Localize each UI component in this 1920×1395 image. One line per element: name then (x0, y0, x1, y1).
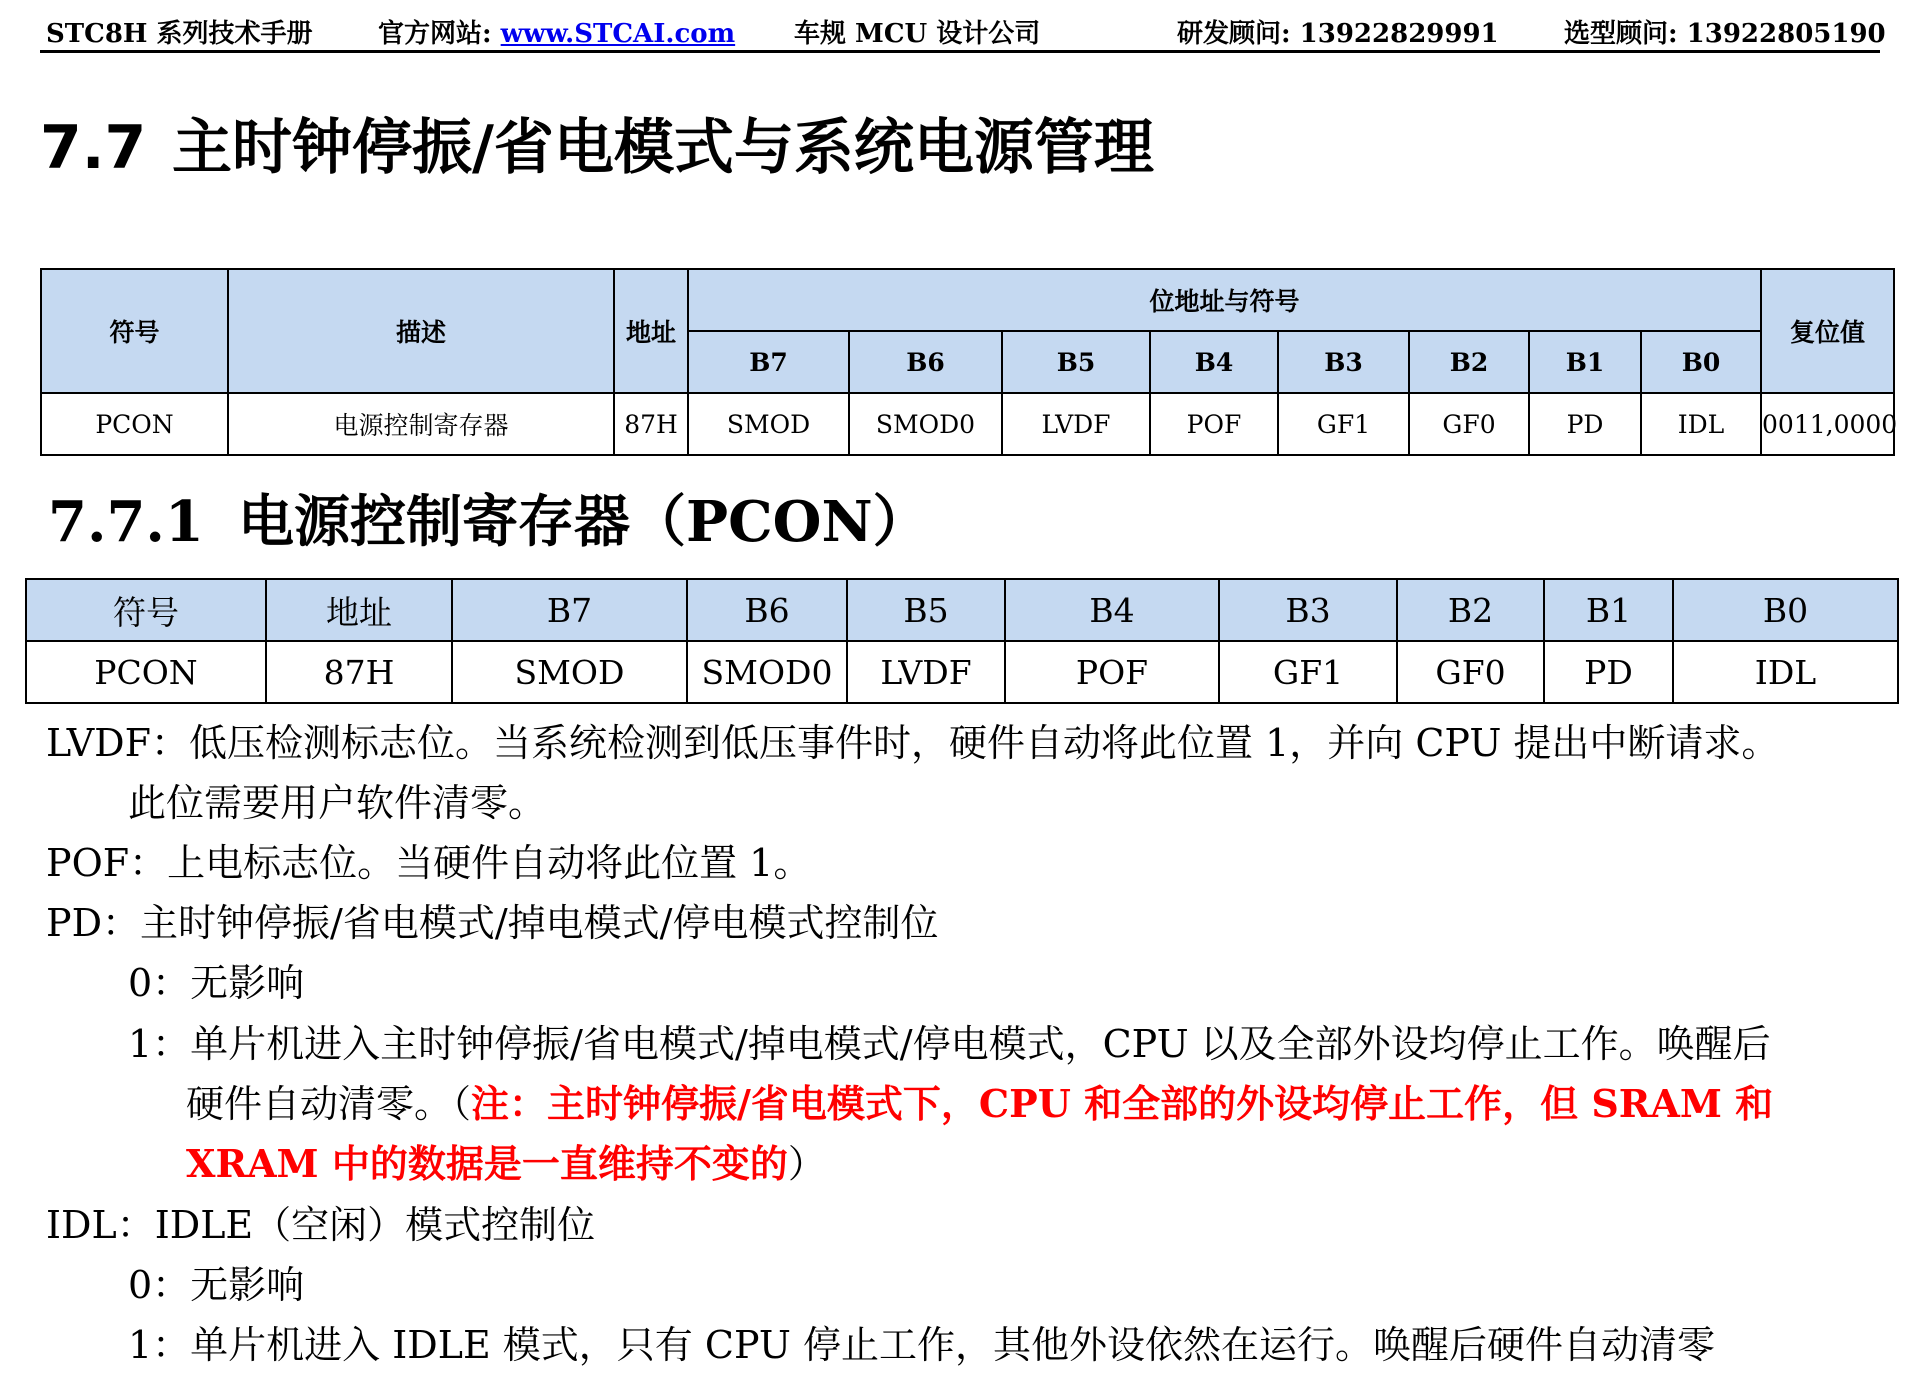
cell-bit: GF0 (1409, 393, 1529, 455)
th-bit: B7 (688, 331, 849, 393)
site-link[interactable]: www.STCAI.com (500, 19, 736, 49)
section-title: 主时钟停振/省电模式与系统电源管理 (172, 113, 1154, 183)
cell-bit: POF (1005, 641, 1219, 703)
th-bit: B2 (1409, 331, 1529, 393)
official-site (378, 13, 735, 50)
th-description: 描述 (228, 269, 614, 393)
cell-bit: POF (1150, 393, 1278, 455)
cell-symbol: PCON (26, 641, 266, 703)
cell-bit: SMOD (452, 641, 687, 703)
pof-description: POF：上电标志位。当硬件自动将此位置 1。 (46, 841, 812, 885)
selection-contact: 选型顾问: 13922805190 (1564, 19, 1886, 49)
cell-reset-value: 0011,0000 (1761, 393, 1894, 455)
cell-bit: SMOD0 (687, 641, 847, 703)
th-reset-value: 复位值 (1761, 269, 1894, 393)
pd-note-cont (186, 1133, 826, 1188)
subsection-title: 电源控制寄存器（PCON） (238, 489, 929, 555)
cell-address: 87H (614, 393, 688, 455)
cell-bit: IDL (1641, 393, 1761, 455)
section-number: 7.7 (40, 113, 147, 183)
cell-bit: GF1 (1219, 641, 1397, 703)
pd-option-0: 0：无影响 (128, 961, 305, 1005)
manual-title: STC8H 系列技术手册 (46, 19, 313, 49)
th-bit-address-symbol: 位地址与符号 (688, 269, 1761, 331)
pd-option-1: 1：单片机进入主时钟停振/省电模式/掉电模式/停电模式，CPU 以及全部外设均停止工作。唤醒后 (128, 1022, 1771, 1066)
th-bit: B4 (1005, 579, 1219, 641)
th-bit: B1 (1529, 331, 1641, 393)
idl-option-0: 0：无影响 (128, 1263, 305, 1307)
subsection-number: 7.7.1 (48, 489, 204, 555)
th-symbol: 符号 (26, 579, 266, 641)
th-bit: B3 (1219, 579, 1397, 641)
pd-option-1-text: 硬件自动清零。（ (186, 1082, 472, 1126)
cell-description: 电源控制寄存器 (228, 393, 614, 455)
cell-bit: SMOD0 (849, 393, 1002, 455)
section-heading (40, 100, 1154, 186)
cell-bit: GF1 (1278, 393, 1409, 455)
pd-title: PD：主时钟停振/省电模式/掉电模式/停电模式控制位 (46, 901, 939, 945)
register-bit-table (25, 578, 1899, 704)
pd-note-close: ） (787, 1142, 826, 1186)
lvdf-description-cont: 此位需要用户软件清零。 (128, 781, 547, 825)
th-bit: B6 (849, 331, 1002, 393)
cell-bit: PD (1529, 393, 1641, 455)
th-bit: B2 (1397, 579, 1544, 641)
cell-bit: GF0 (1397, 641, 1544, 703)
th-bit: B0 (1641, 331, 1761, 393)
cell-bit: SMOD (688, 393, 849, 455)
register-summary-table (40, 268, 1898, 456)
th-bit: B6 (687, 579, 847, 641)
th-address: 地址 (614, 269, 688, 393)
cell-symbol: PCON (41, 393, 228, 455)
th-bit: B5 (1002, 331, 1150, 393)
pd-note-tail: XRAM 中的数据是一直维持不变的 (186, 1141, 788, 1186)
table-row (26, 641, 1898, 703)
th-bit: B3 (1278, 331, 1409, 393)
table-row (41, 393, 1894, 455)
page-header (40, 8, 1886, 53)
cell-bit: LVDF (847, 641, 1005, 703)
cell-bit: PD (1544, 641, 1673, 703)
th-bit: B7 (452, 579, 687, 641)
subsection-heading (48, 478, 929, 558)
idl-option-1: 1：单片机进入 IDLE 模式，只有 CPU 停止工作，其他外设依然在运行。唤醒后硬件自动清零 (128, 1323, 1715, 1367)
th-bit: B5 (847, 579, 1005, 641)
lvdf-description: LVDF：低压检测标志位。当系统检测到低压事件时，硬件自动将此位置 1，并向 CPU 提出中断请求。 (46, 721, 1780, 765)
th-symbol: 符号 (41, 269, 228, 393)
pd-note: 注：主时钟停振/省电模式下，CPU 和全部的外设均停止工作，但 SRAM 和 (471, 1081, 1774, 1126)
company-name: 车规 MCU 设计公司 (794, 19, 1041, 49)
cell-address: 87H (266, 641, 452, 703)
site-label: 官方网站: (378, 19, 501, 49)
rd-contact: 研发顾问: 13922829991 (1177, 19, 1499, 49)
th-bit: B4 (1150, 331, 1278, 393)
th-address: 地址 (266, 579, 452, 641)
idl-title: IDL：IDLE（空闲）模式控制位 (46, 1203, 596, 1247)
th-bit: B1 (1544, 579, 1673, 641)
cell-bit: LVDF (1002, 393, 1150, 455)
th-bit: B0 (1673, 579, 1898, 641)
pd-option-1-cont (186, 1073, 1773, 1128)
cell-bit: IDL (1673, 641, 1898, 703)
